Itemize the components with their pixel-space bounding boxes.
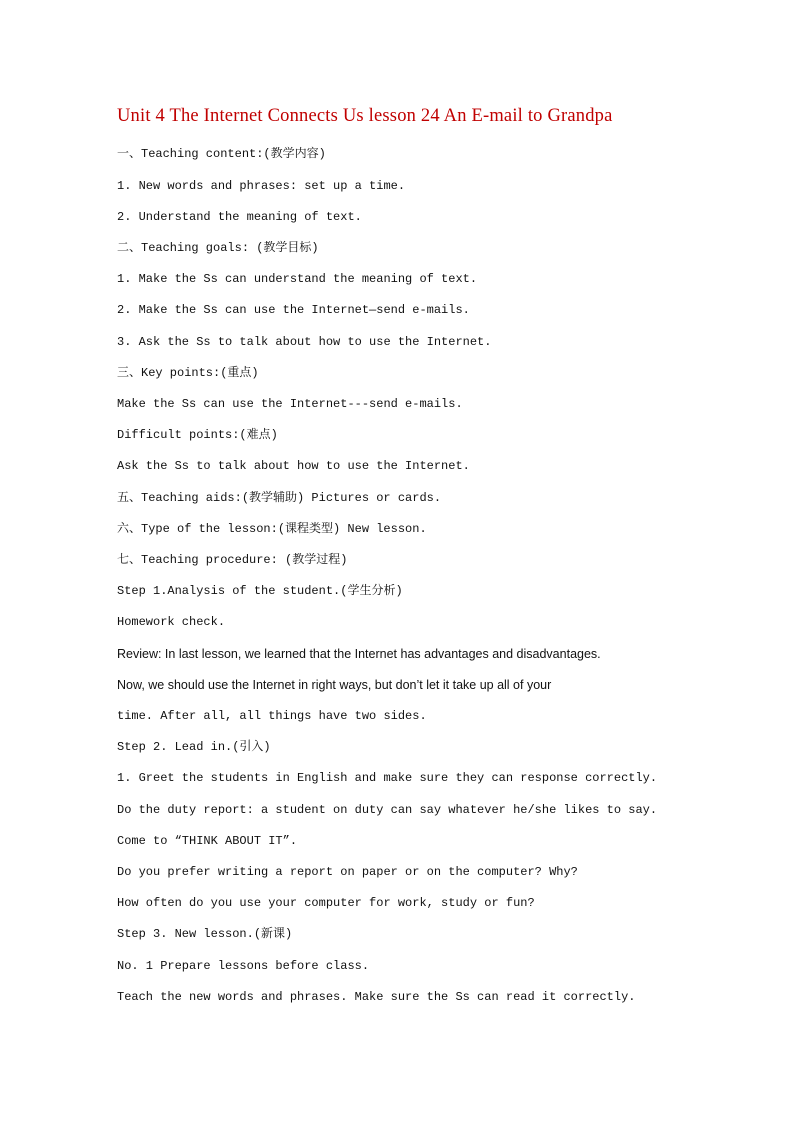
text-line: 3. Ask the Ss to talk about how to use the Internet. <box>117 335 492 349</box>
section-teaching-procedure: 七、Teaching procedure: (教学过程) <box>117 553 348 567</box>
text-line: How often do you use your computer for work, study or fun? <box>117 896 535 910</box>
text-line: Homework check. <box>117 615 226 629</box>
text-line: 1. Make the Ss can understand the meaning of text. <box>117 272 478 286</box>
text-line: 2. Understand the meaning of text. <box>117 210 362 224</box>
section-difficult-points: Difficult points:(难点) <box>117 428 278 442</box>
section-teaching-content: 一、Teaching content:(教学内容) <box>117 147 326 161</box>
section-teaching-aids: 五、Teaching aids:(教学辅助) Pictures or cards. <box>117 491 442 505</box>
text-line: Now, we should use the Internet in right ways, but don’t let it take up all of your <box>117 678 552 692</box>
step-heading: Step 3. New lesson.(新课) <box>117 927 293 941</box>
text-line: Come to “THINK ABOUT IT”. <box>117 834 298 848</box>
document-title: Unit 4 The Internet Connects Us lesson 24 An E-mail to Grandpa <box>117 106 613 126</box>
text-line: Do the duty report: a student on duty can say whatever he/she likes to say. <box>117 803 658 817</box>
text-line: 1. Greet the students in English and make sure they can response correctly. <box>117 771 658 785</box>
text-line: 2. Make the Ss can use the Internet—send e-mails. <box>117 303 470 317</box>
step-heading: Step 1.Analysis of the student.(学生分析) <box>117 584 403 598</box>
section-key-points: 三、Key points:(重点) <box>117 366 259 380</box>
text-line: Review: In last lesson, we learned that the Internet has advantages and disadvantages. <box>117 647 601 661</box>
step-heading: Step 2. Lead in.(引入) <box>117 740 271 754</box>
text-line: Make the Ss can use the Internet---send e-mails. <box>117 397 463 411</box>
text-line: No. 1 Prepare lessons before class. <box>117 959 370 973</box>
text-line: 1. New words and phrases: set up a time. <box>117 179 406 193</box>
section-teaching-goals: 二、Teaching goals: (教学目标) <box>117 241 319 255</box>
text-line: Do you prefer writing a report on paper or on the computer? Why? <box>117 865 578 879</box>
text-line: Teach the new words and phrases. Make sure the Ss can read it correctly. <box>117 990 636 1004</box>
text-line: Ask the Ss to talk about how to use the Internet. <box>117 459 470 473</box>
text-line: time. After all, all things have two sides. <box>117 709 427 723</box>
section-lesson-type: 六、Type of the lesson:(课程类型) New lesson. <box>117 522 427 536</box>
